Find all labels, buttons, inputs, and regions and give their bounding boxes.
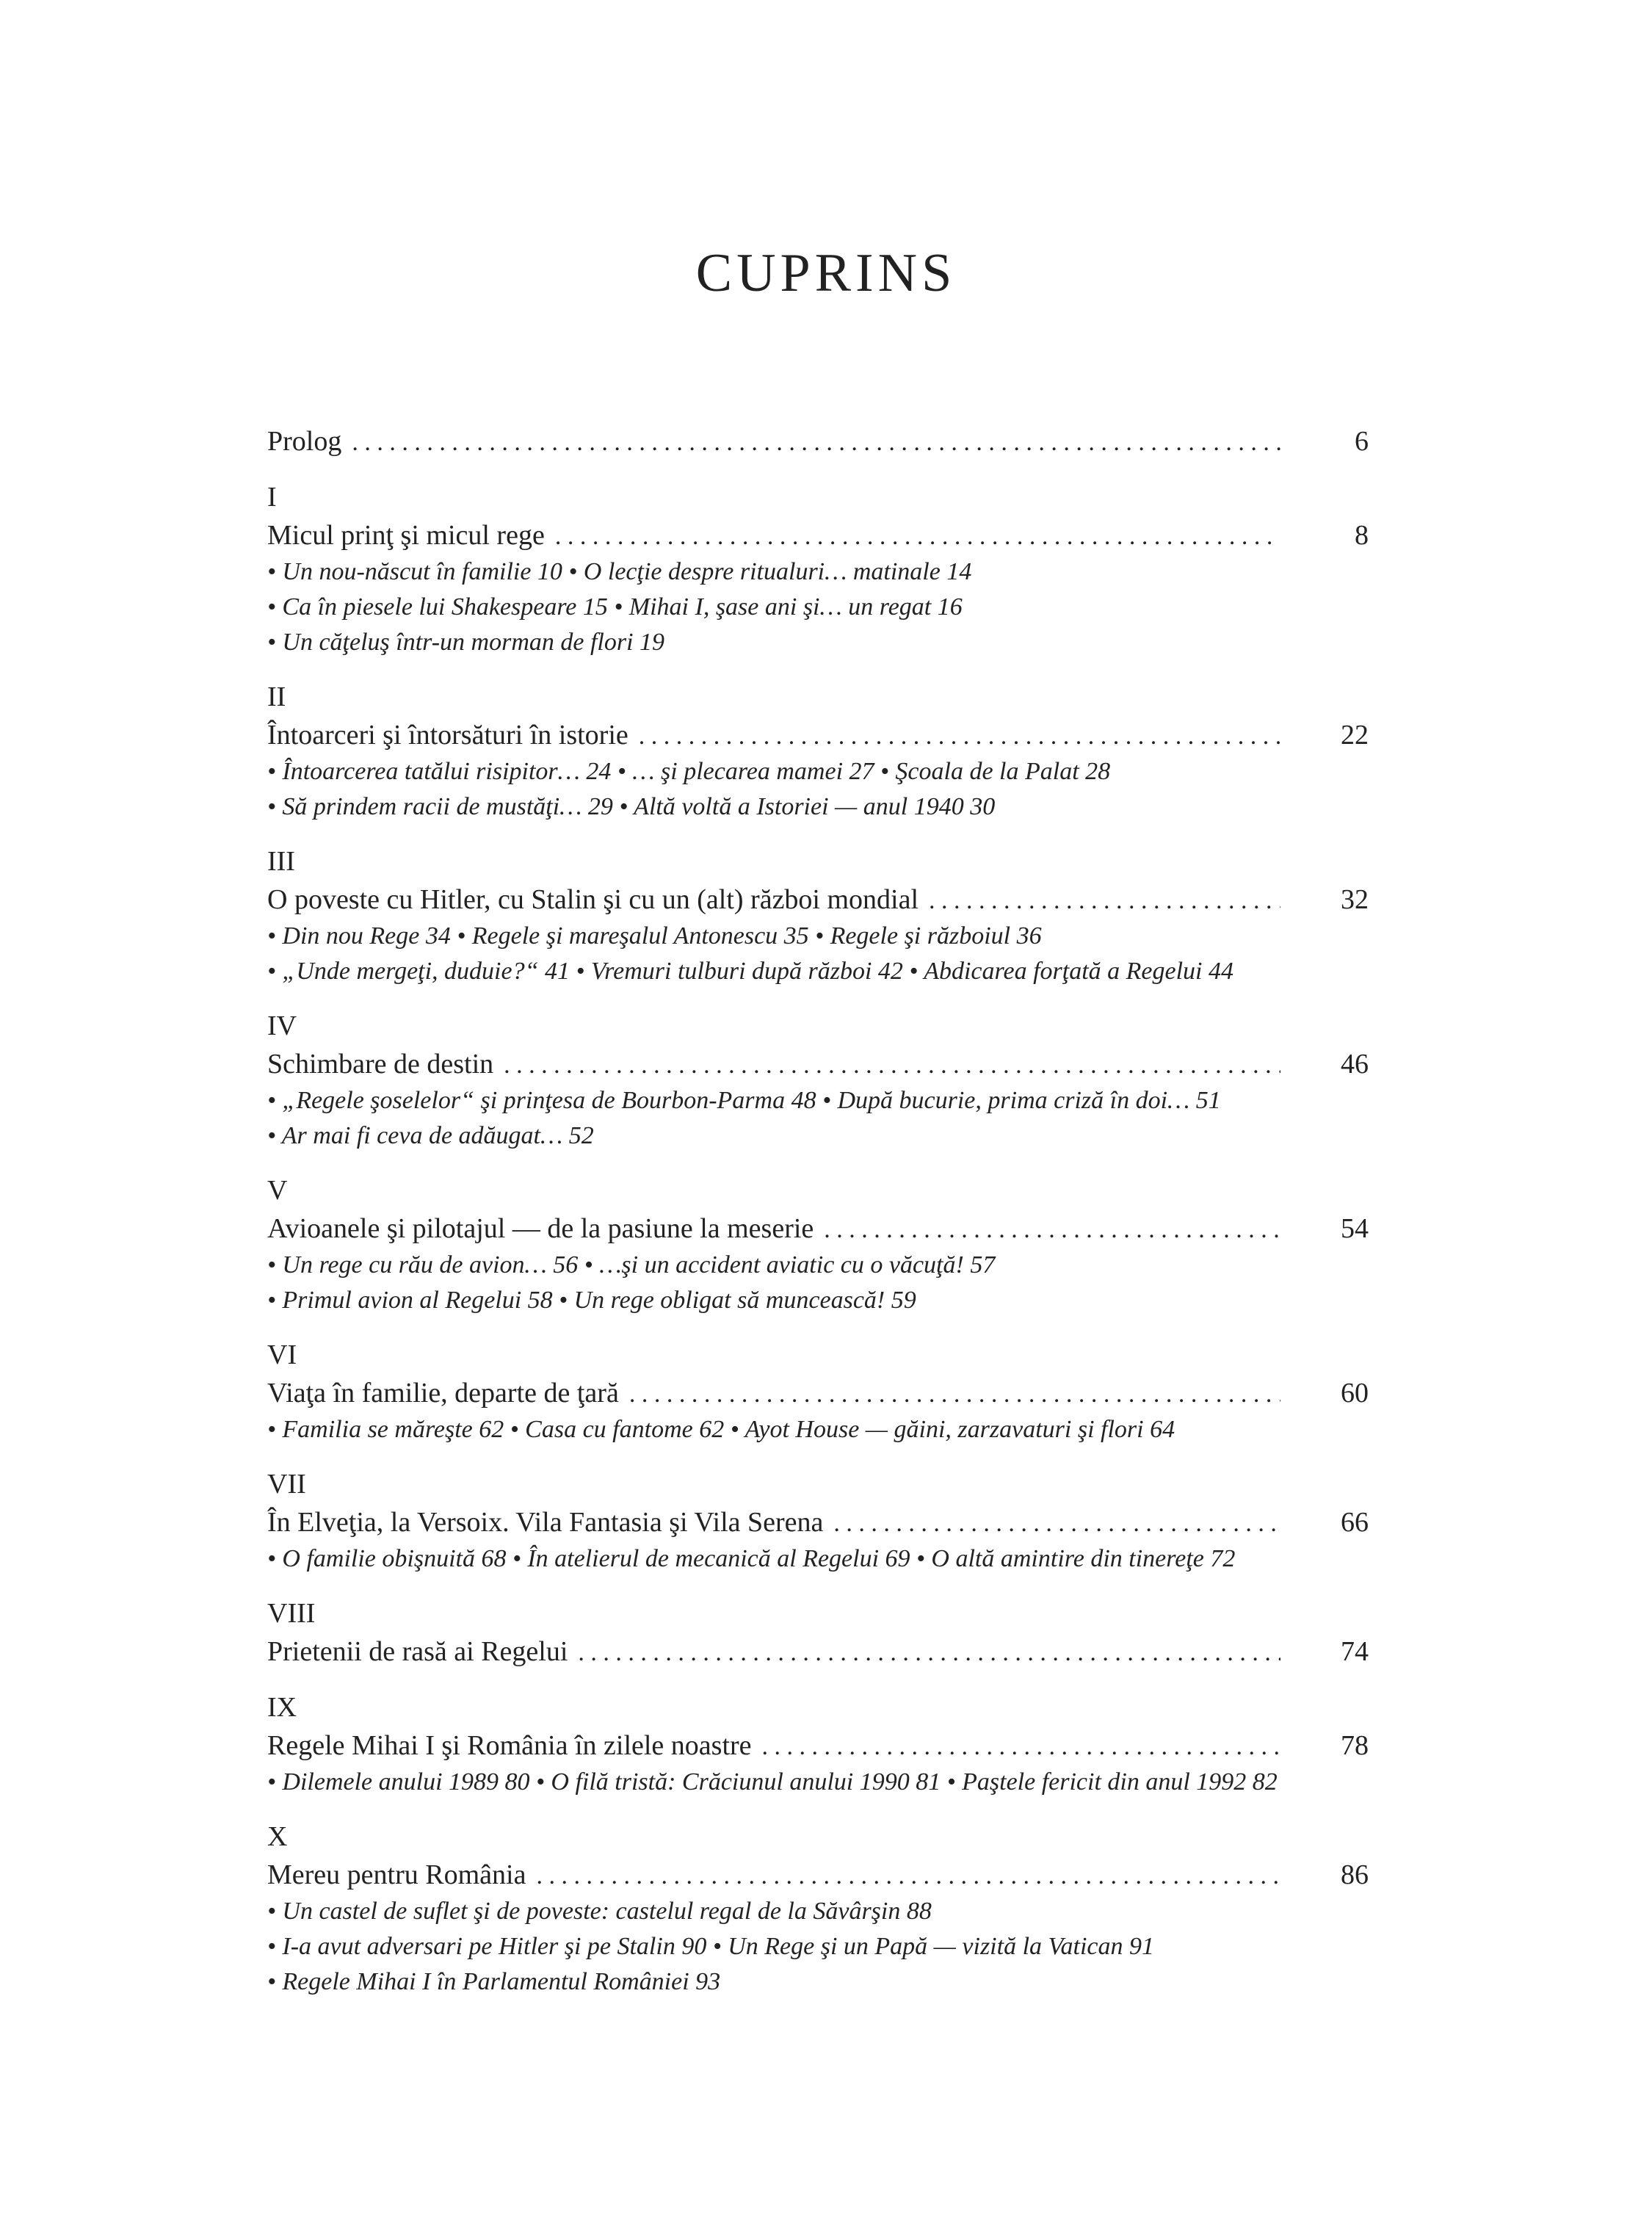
chapter-page: 32 xyxy=(1341,884,1369,915)
dot-leader xyxy=(929,882,1280,920)
subsection-line: • Dilemele anului 1989 80 • O filă tristă: Crăciunul anului 1990 81 • Paştele fericit din anul 1992 82 xyxy=(267,1768,1278,1796)
chapter-entry xyxy=(267,516,1369,554)
subsection-line: • Din nou Rege 34 • Regele şi mareşalul Antonescu 35 • Regele şi războiul 36 xyxy=(267,922,1042,950)
chapter-section xyxy=(267,1336,1369,1447)
chapter-section xyxy=(267,1818,1369,2000)
subsection-line: • Un rege cu rău de avion… 56 • …şi un accident aviatic cu o văcuţă! 57 xyxy=(267,1251,996,1279)
chapter-entry xyxy=(267,1632,1369,1671)
chapter-section xyxy=(267,1688,1369,1800)
subsection-line: • Un nou-născut în familie 10 • O lecţie despre ritualuri… matinale 14 xyxy=(267,558,972,585)
subsection-line: • Ar mai fi ceva de adăugat… 52 xyxy=(267,1122,594,1149)
dot-leader xyxy=(555,518,1280,556)
chapter-title: Avioanele şi pilotajul — de la pasiune la meserie xyxy=(267,1213,814,1244)
chapter-section xyxy=(267,1465,1369,1577)
subsection-line: • Familia se măreşte 62 • Casa cu fantome 62 • Ayot House — găini, zarzavaturi şi flori 64 xyxy=(267,1416,1175,1443)
chapter-title: Schimbare de destin xyxy=(267,1049,494,1080)
chapter-section xyxy=(267,1171,1369,1318)
chapter-entry xyxy=(267,1856,1369,1894)
chapter-entry xyxy=(267,1503,1369,1541)
dot-leader xyxy=(536,1857,1280,1895)
dot-leader xyxy=(504,1046,1280,1085)
chapter-number: V xyxy=(267,1175,288,1206)
chapter-entry xyxy=(267,1045,1369,1083)
chapter-page: 60 xyxy=(1341,1378,1369,1409)
chapter-page: 86 xyxy=(1341,1859,1369,1890)
subsection-line: • Întoarcerea tatălui risipitor… 24 • … şi plecarea mamei 27 • Şcoala de la Palat 28 xyxy=(267,758,1111,785)
chapter-entry xyxy=(267,881,1369,919)
chapter-page: 78 xyxy=(1341,1730,1369,1761)
chapter-number: VII xyxy=(267,1469,306,1500)
dot-leader xyxy=(639,717,1280,756)
subsection-line: • „Unde mergeţi, duduie?“ 41 • Vremuri tulburi după război 42 • Abdicarea forţată a Regelui 44 xyxy=(267,958,1233,985)
dot-leader xyxy=(762,1728,1280,1766)
chapter-page: 8 xyxy=(1355,520,1369,551)
chapter-section xyxy=(267,1007,1369,1154)
dot-leader xyxy=(352,424,1280,462)
subsection-line: • I-a avut adversari pe Hitler şi pe Stalin 90 • Un Rege şi un Papă — vizită la Vatican 91 xyxy=(267,1933,1154,1960)
chapter-title: Regele Mihai I şi România în zilele noastre xyxy=(267,1730,752,1761)
chapter-list xyxy=(267,478,1369,2000)
chapter-page: 46 xyxy=(1341,1049,1369,1080)
chapter-number: III xyxy=(267,846,295,877)
chapter-section xyxy=(267,842,1369,989)
chapter-number: VIII xyxy=(267,1598,316,1629)
subsection-line: • Să prindem racii de mustăţi… 29 • Altă voltă a Istoriei — anul 1940 30 xyxy=(267,793,996,820)
chapter-number: IV xyxy=(267,1010,297,1041)
subsection-line: • „Regele şoselelor“ şi prinţesa de Bourbon-Parma 48 • După bucurie, prima criză în doi… 51 xyxy=(267,1087,1221,1114)
chapter-section xyxy=(267,1594,1369,1671)
toc-entry-prolog xyxy=(267,422,1369,460)
chapter-title: O poveste cu Hitler, cu Stalin şi cu un (alt) război mondial xyxy=(267,884,919,915)
chapter-page: 66 xyxy=(1341,1507,1369,1538)
chapter-number: X xyxy=(267,1821,288,1852)
prolog-page: 6 xyxy=(1355,426,1369,457)
dot-leader xyxy=(824,1211,1280,1249)
chapter-section xyxy=(267,678,1369,825)
dot-leader xyxy=(629,1375,1280,1414)
chapter-title: Viaţa în familie, departe de ţară xyxy=(267,1378,619,1409)
chapter-page: 22 xyxy=(1341,720,1369,751)
chapter-entry xyxy=(267,1726,1369,1765)
chapter-number: I xyxy=(267,482,277,513)
table-of-contents xyxy=(267,422,1369,2000)
subsection-line: • O familie obişnuită 68 • În atelierul de mecanică al Regelui 69 • O altă amintire din tinereţe 72 xyxy=(267,1545,1236,1572)
chapter-title: Micul prinţ şi micul rege xyxy=(267,520,545,551)
chapter-entry xyxy=(267,1374,1369,1412)
chapter-page: 54 xyxy=(1341,1213,1369,1244)
chapter-title: Mereu pentru România xyxy=(267,1859,526,1890)
dot-leader xyxy=(578,1634,1280,1672)
chapter-title: În Elveţia, la Versoix. Vila Fantasia şi Vila Serena xyxy=(267,1507,824,1538)
chapter-title: Întoarceri şi întorsături în istorie xyxy=(267,720,628,751)
chapter-number: II xyxy=(267,681,286,712)
subsection-line: • Ca în piesele lui Shakespeare 15 • Mihai I, şase ani şi… un regat 16 xyxy=(267,593,963,621)
chapter-title: Prietenii de rasă ai Regelui xyxy=(267,1636,568,1667)
subsection-line: • Regele Mihai I în Parlamentul României 93 xyxy=(267,1968,721,1995)
chapter-section xyxy=(267,478,1369,660)
chapter-entry xyxy=(267,716,1369,754)
chapter-entry xyxy=(267,1209,1369,1248)
chapter-page: 74 xyxy=(1341,1636,1369,1667)
subsection-line: • Un castel de suflet şi de poveste: castelul regal de la Săvârşin 88 xyxy=(267,1898,932,1925)
subsection-line: • Un căţeluş într-un morman de flori 19 xyxy=(267,629,665,656)
prolog-title: Prolog xyxy=(267,426,342,457)
dot-leader xyxy=(833,1505,1280,1543)
chapter-number: VI xyxy=(267,1339,297,1370)
subsection-line: • Primul avion al Regelui 58 • Un rege obligat să muncească! 59 xyxy=(267,1287,916,1314)
page-title: CUPRINS xyxy=(695,243,957,303)
chapter-number: IX xyxy=(267,1692,297,1723)
